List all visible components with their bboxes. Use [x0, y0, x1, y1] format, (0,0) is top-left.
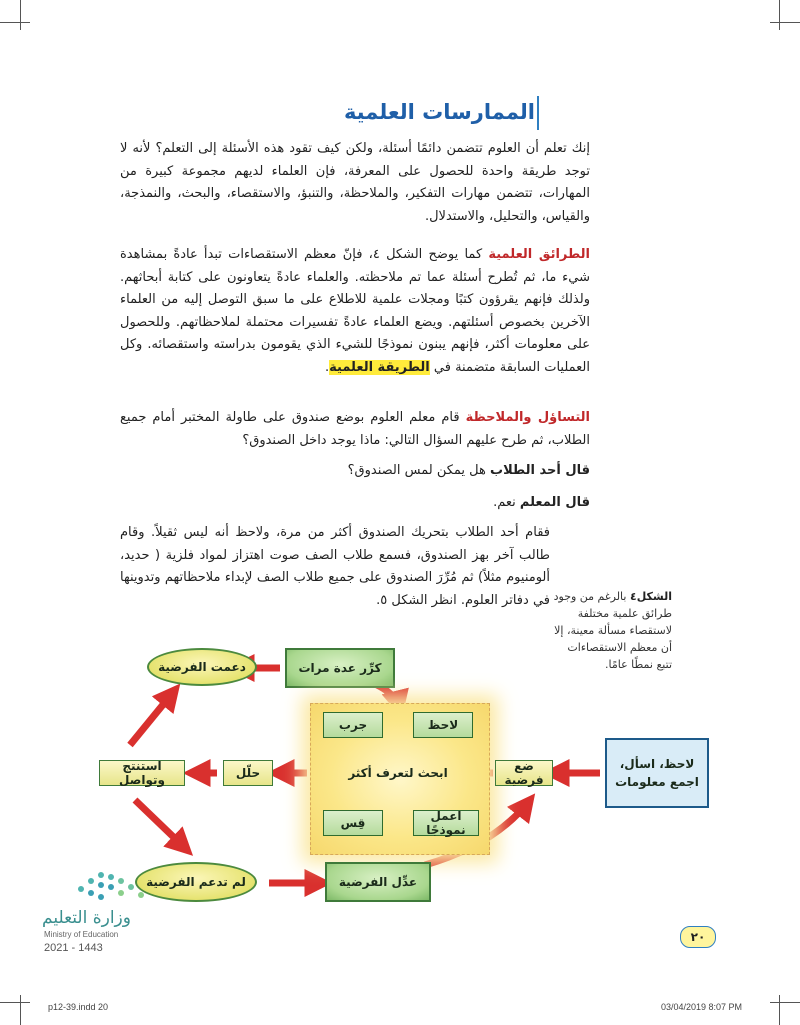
scientific-method-diagram	[95, 640, 720, 910]
questioning-paragraph	[120, 407, 590, 452]
teacher-text: نعم.	[493, 495, 520, 510]
methods-keyword: الطرائق العلمية	[488, 247, 591, 262]
crop-mark	[779, 0, 780, 30]
page-number: ٢٠	[680, 926, 716, 948]
node-hypothesis-not-supported: لم تدعم الفرضية	[135, 862, 257, 902]
title-accent-bar	[537, 96, 539, 130]
logo-arabic-text: وزارة التعليم	[42, 908, 131, 928]
caption-label: الشكل٤	[629, 590, 672, 603]
footer-date: 03/04/2019 8:07 PM	[660, 1002, 742, 1012]
crop-mark	[0, 22, 30, 23]
print-footer	[0, 1000, 800, 1018]
node-research-more: ابحث لتعرف أكثر	[348, 766, 448, 780]
methods-end: .	[325, 359, 330, 375]
footer-file: p12-39.indd 20	[48, 1002, 109, 1012]
student-label: قال أحد الطلاب	[490, 463, 590, 478]
student-text: هل يمكن لمس الصندوق؟	[347, 463, 490, 478]
caption-text: بالرغم من وجود طرائق علمية مختلفة لاستقصاء مسألة معينة، إلا أن معظم الاستقصاءات تتبع نمطًا عامًا.	[553, 590, 672, 671]
student-line	[120, 460, 590, 483]
arrow-to-supported	[130, 690, 175, 745]
node-observe: لاحظ	[413, 712, 473, 738]
node-repeat: كرِّر عدة مرات	[285, 648, 395, 688]
node-hypothesize: ضع فرضية	[495, 760, 553, 786]
logo-year: 2021 - 1443	[44, 942, 103, 954]
crop-mark	[770, 22, 800, 23]
node-measure: قِس	[323, 810, 383, 836]
node-experiment: جرب	[323, 712, 383, 738]
closing-paragraph: فقام أحد الطلاب بتحريك الصندوق أكثر من مرة، ولاحظ أنه ليس ثقيلاً. وقام طالب آخر بهز الصندوق، فسمع طلاب الصف صوت اهتزاز لمواد فلزية ( حديد، ألومنيوم مثلاً) ثم مُرِّرَ الصندوق على جميع طلاب الصف لإبداء ملاحظاتهم وتدوينها في دفاتر العلوم. انظر الشكل ٥.	[120, 525, 550, 608]
node-analyze: حلّل	[223, 760, 273, 786]
node-observe-ask-line-2: اجمع معلومات	[615, 775, 699, 789]
node-observe-ask-collect	[605, 738, 709, 808]
logo-english-text: Ministry of Education	[44, 930, 119, 939]
scientific-method-highlight: الطريقة العلمية	[329, 359, 430, 375]
questioning-keyword: التساؤل والملاحظة	[465, 410, 590, 425]
arrow-to-not-supported	[135, 800, 187, 850]
intro-paragraph: إنك تعلم أن العلوم تتضمن دائمًا أسئلة، ولكن كيف تقود هذه الأسئلة إلى التعلم؟ لأنه لا توجد طريقة واحدة للحصول على المعرفة، فإن العلماء لديهم مجموعة كبيرة من المهارات، تتضمن مهارات التفكير، والملاحظة، والتنبؤ، والاستقصاء، والبحث، والنمذجة، والقياس، والتحليل، والاستدلال.	[120, 141, 590, 224]
node-hypothesis-supported: دعمت الفرضية	[147, 648, 257, 686]
node-model: اعمل نموذجًا	[413, 810, 479, 836]
methods-text: كما يوضح الشكل ٤، فإنّ معظم الاستقصاءات تبدأ عادةً بمشاهدة شيء ما، ثم تُطرح أسئلة عما تم ملاحظته. والعلماء عادةً يتعاونون على كتابة أبحاثهم. ولذلك فإنهم يقرؤون كتبًا ومجلات علمية للاطلاع على ما سبق التوصل إليه من العلماء الآخرين بخصوص أسئلتهم. ويضع العلماء عادةً تفسيرات محتملة لملاحظاتهم. وللحصول على معلومات أكثر، فإنهم يبنون نموذجًا للشيء الذي يقومون بدراسته واستقصائه. وكل العمليات السابقة متضمنة في	[120, 247, 590, 375]
section-title: الممارسات العلمية	[343, 100, 535, 124]
node-observe-ask-line-1: لاحظ، اسأل،	[619, 757, 695, 771]
node-revise-hypothesis: عدِّل الفرضية	[325, 862, 431, 902]
ministry-logo	[42, 870, 162, 962]
node-conclude: استنتج وتواصل	[99, 760, 185, 786]
crop-mark	[20, 0, 21, 30]
questioning-text: قام معلم العلوم بوضع صندوق على طاولة المختبر أمام جميع الطلاب، ثم طرح عليهم السؤال التالي: ماذا يوجد داخل الصندوق؟	[120, 410, 590, 448]
teacher-label: قال المعلم	[519, 495, 590, 510]
teacher-line	[120, 492, 590, 515]
methods-paragraph	[120, 244, 590, 379]
